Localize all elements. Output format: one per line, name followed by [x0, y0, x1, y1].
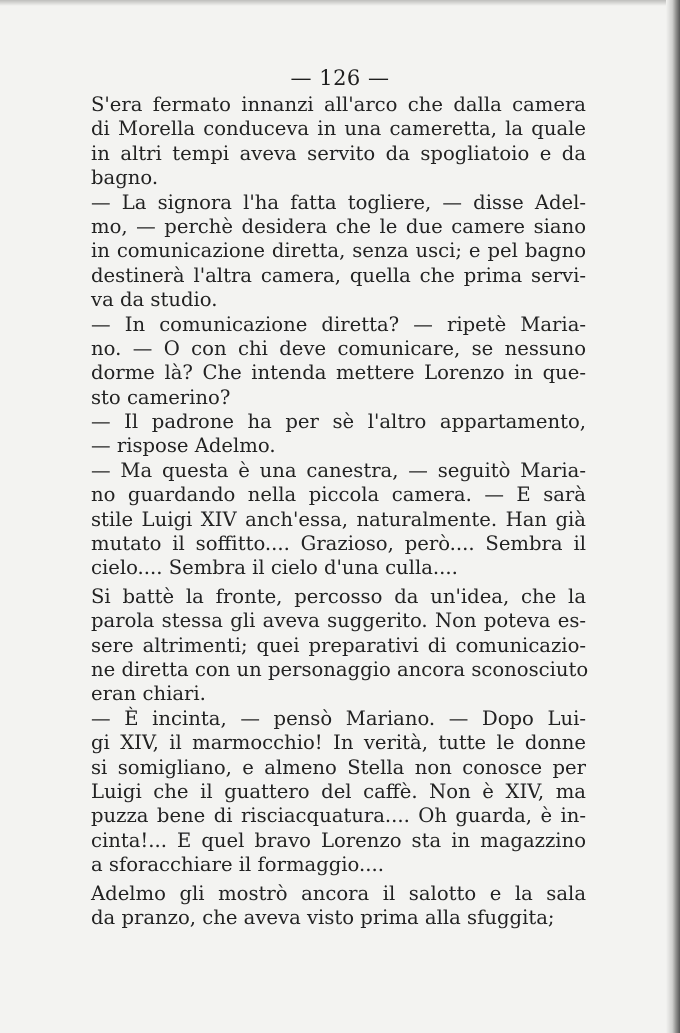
text-line: Luigi che il guattero del caffè. Non è XIV, ma: [91, 779, 586, 803]
text-line: destinerà l'altra camera, quella che prima servi-: [91, 263, 586, 287]
text-line: bagno.: [91, 166, 159, 190]
text-line: va da studio.: [91, 288, 218, 312]
page-binding-edge: [666, 0, 680, 1033]
text-line: ne diretta con un personaggio ancora sconosciuto: [91, 657, 589, 681]
text-line: in altri tempi aveva servito da spogliatoio e da: [91, 141, 586, 165]
text-line: — Ma questa è una canestra, — seguitò Maria-: [91, 458, 586, 482]
page-top-edge: [0, 0, 680, 6]
text-line: — La signora l'ha fatta togliere, — disse Adel-: [91, 190, 586, 214]
text-line: puzza bene di risciacquatura.... Oh guarda, è in-: [91, 804, 586, 828]
paragraph: [91, 584, 589, 707]
text-line: sto camerino?: [91, 385, 231, 409]
text-line: in comunicazione diretta, senza usci; e pel bagno: [91, 239, 586, 263]
paragraph: [91, 707, 586, 878]
text-line: mo, — perchè desidera che le due camere siano: [91, 214, 586, 238]
text-line: dorme là? Che intenda mettere Lorenzo in que-: [91, 361, 586, 385]
text-line: si somigliano, e almeno Stella non conosce per: [91, 755, 586, 779]
text-line: mutato il soffitto.... Grazioso, però.... Sembra il: [91, 532, 586, 556]
text-line: da pranzo, che aveva visto prima alla sfuggita;: [91, 905, 555, 929]
paragraph: [91, 882, 586, 931]
text-line: gi XIV, il marmocchio! In verità, tutte le donne: [91, 731, 586, 755]
text-line: — È incinta, — pensò Mariano. — Dopo Lui-: [91, 706, 586, 730]
text-line: parola stessa gli aveva suggerito. Non poteva es-: [91, 609, 586, 633]
body-text: [91, 93, 589, 930]
text-line: a sforacchiare il formaggio....: [91, 853, 384, 877]
text-line: S'era fermato innanzi all'arco che dalla camera: [91, 93, 586, 116]
text-line: cielo.... Sembra il cielo d'una culla....: [91, 556, 458, 580]
paragraph: [91, 410, 586, 459]
text-line: stile Luigi XIV anch'essa, naturalmente. Han già: [91, 507, 586, 531]
text-line: di Morella conduceva in una cameretta, la quale: [91, 117, 586, 141]
text-line: no guardando nella piccola camera. — E sarà: [91, 483, 586, 507]
text-line: eran chiari.: [91, 682, 206, 706]
text-line: cinta!... E quel bravo Lorenzo sta in magazzino: [91, 828, 586, 852]
text-line: Adelmo gli mostrò ancora il salotto e la sala: [91, 881, 586, 905]
paragraph: [91, 313, 586, 411]
text-line: — Il padrone ha per sè l'altro appartamento,: [91, 410, 586, 434]
paragraph: [91, 93, 586, 191]
page-number: — 126 —: [290, 66, 390, 90]
paragraph: [91, 191, 586, 313]
text-line: Si battè la fronte, percosso da un'idea, che la: [91, 584, 586, 608]
text-line: — In comunicazione diretta? — ripetè Maria-: [91, 312, 586, 336]
text-line: — rispose Adelmo.: [91, 434, 276, 458]
text-line: no. — O con chi deve comunicare, se nessuno: [91, 336, 586, 360]
paragraph: [91, 459, 586, 581]
text-line: sere altrimenti; quei preparativi di comunicazio-: [91, 633, 586, 657]
